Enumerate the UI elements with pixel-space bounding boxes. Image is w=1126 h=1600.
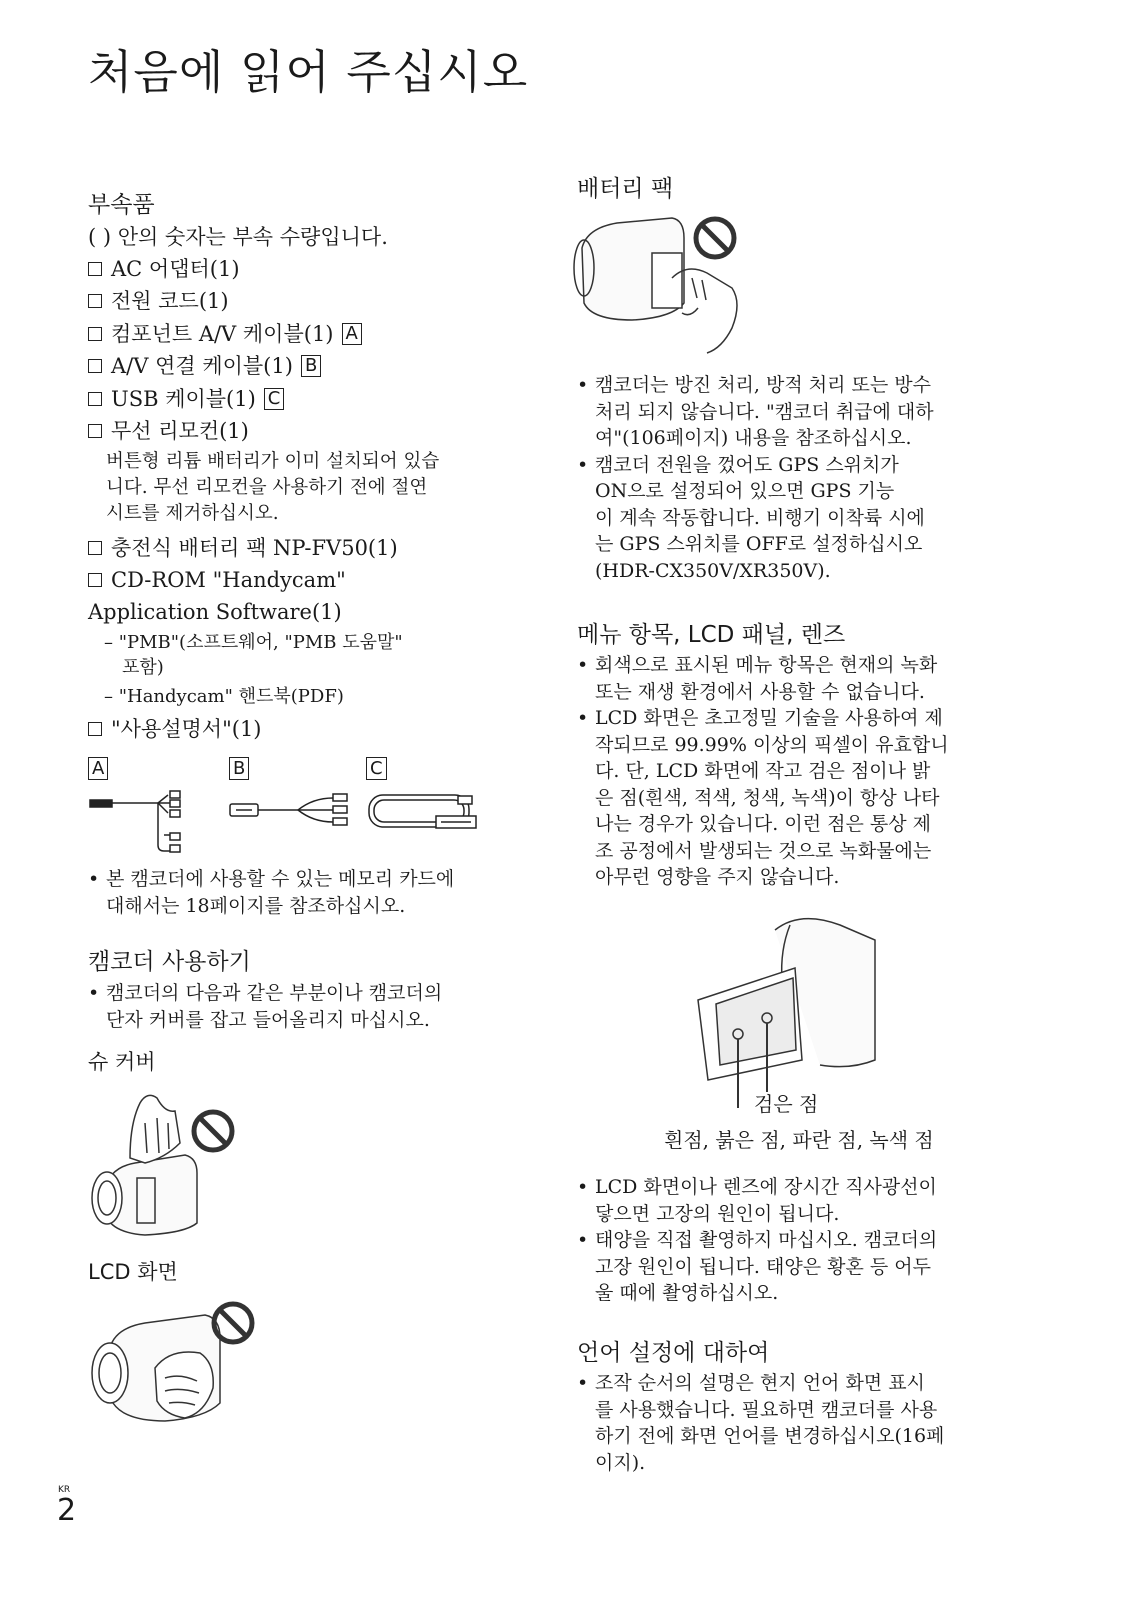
accessory-item-continued: Application Software(1) (88, 600, 342, 624)
checkbox-icon (88, 573, 102, 587)
using-heading: 캠코더 사용하기 (88, 949, 251, 975)
accessory-item: 전원 코드(1) (88, 288, 229, 314)
checkbox-icon (88, 424, 102, 438)
language-note: • 조작 순서의 설명은 현지 언어 화면 표시 를 사용했습니다. 필요하면 캠코더를 사용 하기 전에 화면 언어를 변경하십시오(16페 이지). (577, 1372, 945, 1474)
menu-notes: • 회색으로 표시된 메뉴 항목은 현재의 녹화 또는 재생 환경에서 사용할 수 없습니다. • LCD 화면은 초고정밀 기술을 사용하여 제 작되므로 99.99% 이상의 픽셀이 유효합니 다. 단, LCD 화면에 작고 검은 점이나 밝 은 점(흰색, 적색, 청색, 녹색)이 항상 나타 나는 경우가 있습니다. 이런 점은 통상 제 조 공정에서 발생되는 것으로 녹화물에는 아무런 영향을 주지 않습니다. (577, 654, 949, 888)
cdrom-sub-item: – "Handycam" 핸드북(PDF) (104, 686, 344, 707)
figure-label-b: B (229, 757, 249, 780)
memory-card-note: • 본 캠코더에 사용할 수 있는 메모리 카드에 대해서는 18페이지를 참조하십시오. (88, 868, 455, 917)
battery-notes: • 캠코더는 방진 처리, 방적 처리 또는 방수 처리 되지 않습니다. "캠코더 취급에 대하 여"(106페이지) 내용을 참조하십시오. • 캠코더 전원을 껐어도 GPS 스위치가 ON으로 설정되어 있으면 GPS 기능 이 계속 작동합니다. 비행기 이착륙 시에 는 GPS 스위치를 OFF로 설정하십시오 (HDR-CX350V/XR350V). (577, 374, 934, 582)
checkbox-icon (88, 262, 102, 276)
accessory-item: CD-ROM "Handycam" (88, 567, 346, 593)
figure-label-a: A (88, 757, 108, 780)
accessory-item: "사용설명서"(1) (88, 716, 262, 742)
accessory-item: 무선 리모컨(1) (88, 418, 249, 444)
accessories-heading: 부속품 (88, 192, 155, 218)
battery-pack-illustration (572, 208, 752, 358)
shoe-cover-heading: 슈 커버 (88, 1050, 156, 1074)
figure-label-c: C (366, 757, 387, 780)
accessories-intro: ( ) 안의 숫자는 부속 수량입니다. (88, 225, 388, 249)
page-region-label: KR (58, 1485, 71, 1495)
checkbox-icon (88, 359, 102, 373)
label-c: C (264, 388, 285, 410)
language-heading: 언어 설정에 대하여 (577, 1340, 770, 1366)
cdrom-sub-item: 포함) (122, 657, 164, 678)
checkbox-icon (88, 294, 102, 308)
accessory-item: USB 케이블(1) C (88, 386, 284, 412)
av-connection-cable-illustration (228, 790, 353, 835)
battery-heading: 배터리 팩 (577, 176, 674, 202)
checkbox-icon (88, 541, 102, 555)
cdrom-sub-item: – "PMB"(소프트웨어, "PMB 도움말" (104, 632, 403, 653)
component-av-cable-illustration (88, 785, 208, 860)
remote-note: 버튼형 리튬 배터리가 이미 설치되어 있습 니다. 무선 리모컨을 사용하기 전에 절연 시트를 제거하십시오. (106, 451, 440, 524)
lcd-panel-illustration (690, 910, 890, 1110)
lcd-screen-illustration (85, 1293, 275, 1443)
page-number: 2 (57, 1493, 77, 1528)
lifting-note: • 캠코더의 다음과 같은 부분이나 캠코더의 단자 커버를 잡고 들어올리지 마십시오. (88, 982, 443, 1031)
usb-cable-illustration (366, 790, 481, 835)
label-b: B (301, 355, 321, 377)
checkbox-icon (88, 392, 102, 406)
accessory-item: 컴포넌트 A/V 케이블(1) A (88, 321, 362, 347)
checkbox-icon (88, 327, 102, 341)
black-dot-caption: 검은 점 (754, 1092, 819, 1116)
page-title: 처음에 읽어 주십시오 (88, 45, 529, 99)
checkbox-icon (88, 722, 102, 736)
shoe-cover-illustration (85, 1083, 245, 1243)
lcd-screen-heading: LCD 화면 (88, 1260, 178, 1284)
label-a: A (342, 323, 362, 345)
accessory-item: A/V 연결 케이블(1) B (88, 353, 321, 379)
accessory-item: 충전식 배터리 팩 NP-FV50(1) (88, 535, 398, 561)
menu-heading: 메뉴 항목, LCD 패널, 렌즈 (577, 622, 846, 648)
accessory-item: AC 어댑터(1) (88, 256, 240, 282)
color-dots-caption: 흰점, 붉은 점, 파란 점, 녹색 점 (664, 1128, 934, 1152)
lcd-sunlight-notes: • LCD 화면이나 렌즈에 장시간 직사광선이 닿으면 고장의 원인이 됩니다. • 태양을 직접 촬영하지 마십시오. 캠코더의 고장 원인이 됩니다. 태양은 황혼 등 어두 울 때에 촬영하십시오. (577, 1176, 938, 1304)
